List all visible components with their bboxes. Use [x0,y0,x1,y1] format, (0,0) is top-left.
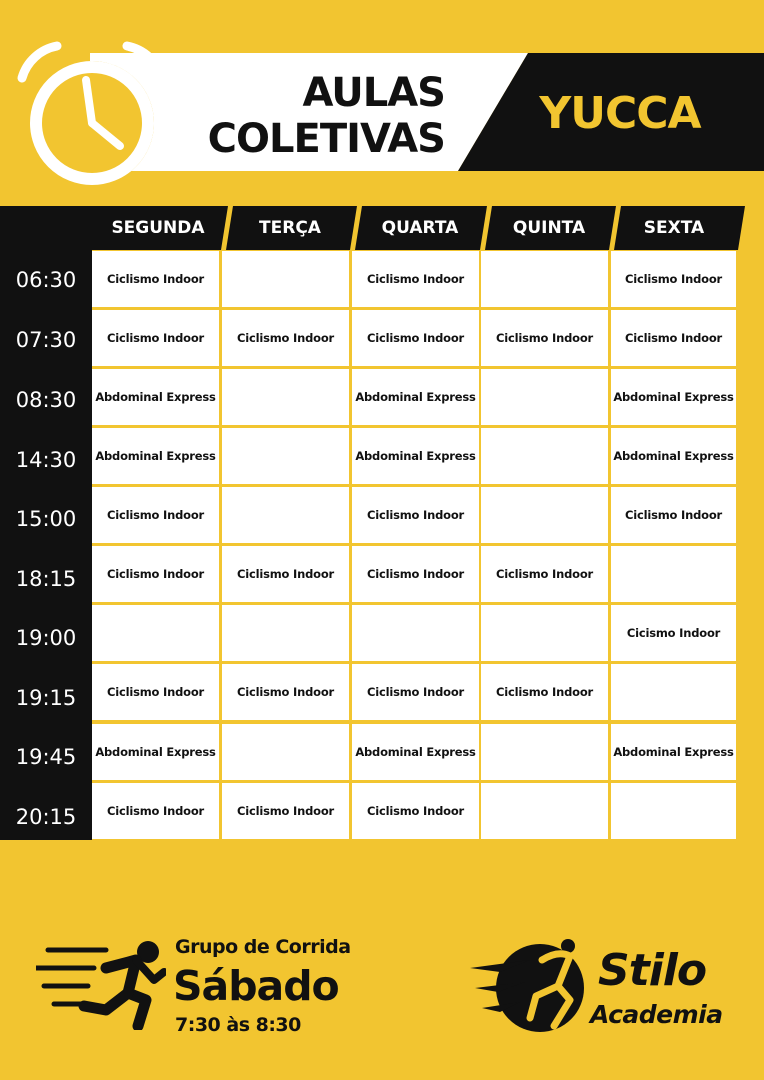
day-header-sexta: SEXTA [643,218,705,238]
schedule-cell [222,428,349,484]
schedule-cell: Ciclismo Indoor [352,310,479,366]
schedule-cell: Ciclismo Indoor [92,310,219,366]
running-time: 7:30 às 8:30 [175,1014,301,1036]
schedule-cell: Ciclismo Indoor [92,546,219,602]
time-label: 20:15 [15,805,77,829]
time-label: 19:45 [15,745,77,769]
schedule-cell [92,605,219,661]
day-header-segunda: SEGUNDA [111,218,205,238]
schedule-cell: Abdominal Express [352,428,479,484]
time-label: 14:30 [15,448,77,472]
schedule-cell: Ciclismo Indoor [222,546,349,602]
title-line-2: COLETIVAS [207,116,445,162]
schedule-cell: Ciclismo Indoor [352,664,479,720]
schedule-cell [481,369,608,425]
schedule-cell: Abdominal Express [92,428,219,484]
runner-icon [36,938,166,1030]
title-line-1: AULAS [302,70,445,116]
alarm-clock-icon [12,38,172,188]
schedule-cell [611,664,736,720]
schedule-cell: Ciclismo Indoor [92,664,219,720]
schedule-cell [611,783,736,839]
schedule-cell: Abdominal Express [92,724,219,780]
schedule-cell [222,487,349,543]
schedule-cell [222,251,349,307]
schedule-cell: Cicismo Indoor [611,605,736,661]
schedule-cell: Abdominal Express [611,724,736,780]
schedule-cell: Abdominal Express [352,369,479,425]
stilo-logo-icon [470,930,600,1040]
time-label: 19:15 [15,686,77,710]
schedule-cell: Ciclismo Indoor [222,783,349,839]
schedule-cell: Ciclismo Indoor [481,310,608,366]
schedule-cell: Ciclismo Indoor [611,251,736,307]
schedule-cell [222,724,349,780]
schedule-cell: Ciclismo Indoor [611,487,736,543]
schedule-cell: Ciclismo Indoor [611,310,736,366]
running-day: Sábado [173,962,339,1010]
brand-name: YUCCA [539,88,701,139]
schedule-cell: Abdominal Express [611,369,736,425]
schedule-cell: Abdominal Express [352,724,479,780]
time-label: 08:30 [15,388,77,412]
time-label: 07:30 [15,328,77,352]
schedule-cell: Ciclismo Indoor [352,487,479,543]
schedule-cell: Ciclismo Indoor [352,546,479,602]
schedule-cell [222,605,349,661]
time-label: 19:00 [15,626,77,650]
schedule-cell: Ciclismo Indoor [92,783,219,839]
day-header-terca: TERÇA [259,218,321,238]
logo-text-stilo: Stilo [598,945,707,996]
schedule-cell [222,369,349,425]
schedule-cell [481,487,608,543]
time-label: 15:00 [15,507,77,531]
day-header-quarta: QUARTA [381,218,459,238]
schedule-cell [481,251,608,307]
schedule-cell: Ciclismo Indoor [481,664,608,720]
schedule-cell: Ciclismo Indoor [92,251,219,307]
page-title [185,70,445,162]
schedule-cell: Ciclismo Indoor [222,310,349,366]
time-label: 06:30 [15,268,77,292]
logo-text-academia: Academia [590,1000,723,1029]
schedule-cell [611,546,736,602]
schedule-cell: Ciclismo Indoor [352,783,479,839]
schedule-cell: Ciclismo Indoor [481,546,608,602]
schedule-cell [481,605,608,661]
day-header-quinta: QUINTA [512,218,586,238]
schedule-cell: Abdominal Express [611,428,736,484]
schedule-cell [481,428,608,484]
schedule-cell: Ciclismo Indoor [352,251,479,307]
schedule-cell [352,605,479,661]
running-group-label: Grupo de Corrida [175,936,351,958]
schedule-cell [481,724,608,780]
time-label: 18:15 [15,567,77,591]
schedule-cell [481,783,608,839]
schedule-cell: Abdominal Express [92,369,219,425]
schedule-cell: Ciclismo Indoor [222,664,349,720]
schedule-cell: Ciclismo Indoor [92,487,219,543]
